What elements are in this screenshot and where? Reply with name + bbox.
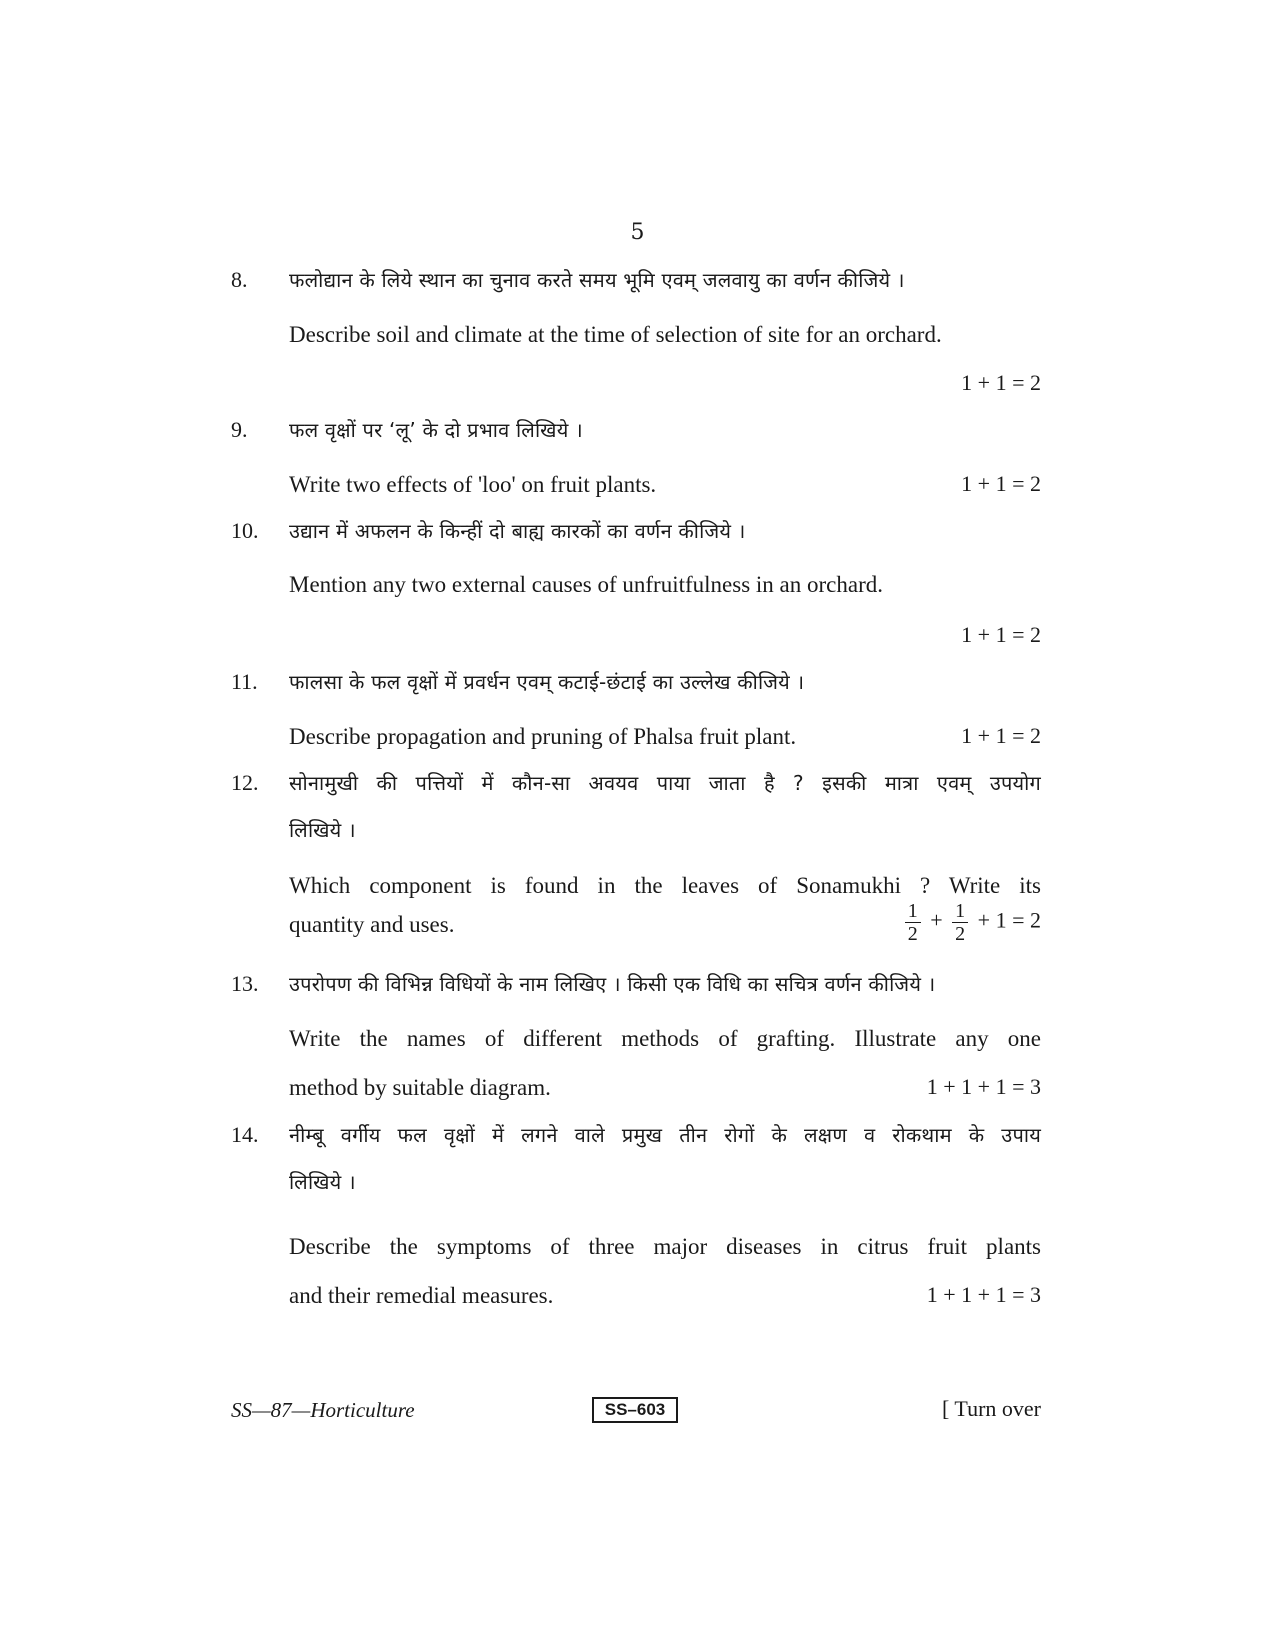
question-text-english: Write two effects of 'loo' on fruit plants. <box>289 472 657 497</box>
fraction-denominator: 2 <box>907 923 918 945</box>
marks: 1 + 1 = 2 <box>961 622 1041 647</box>
question-text-english: Mention any two external causes of unfruitfulness in an orchard. <box>289 572 883 597</box>
fraction-numerator: 1 <box>905 900 921 923</box>
question-number: 14. <box>231 1122 259 1147</box>
question-number: 12. <box>231 770 259 795</box>
question-text-hindi-line-1: सोनामुखी की पत्तियों में कौन-सा अवयव पाया जाता है ? इसकी मात्रा एवम् उपयोग <box>289 771 1041 795</box>
question-text-english: Describe soil and climate at the time of selection of site for an orchard. <box>289 322 942 347</box>
marks-tail: + 1 = 2 <box>977 907 1041 933</box>
question-text-hindi-line-1: नीम्बू वर्गीय फल वृक्षों में लगने वाले प्रमुख तीन रोगों के लक्षण व रोकथाम के उपाय <box>289 1123 1041 1147</box>
question-number: 9. <box>231 417 248 442</box>
marks: 1 + 1 + 1 = 3 <box>926 1282 1041 1307</box>
fraction-half-1 <box>905 900 921 945</box>
footer-paper-title: SS—87—Horticulture <box>231 1398 415 1422</box>
question-number: 8. <box>231 267 248 292</box>
question-text-english-line-2: quantity and uses. <box>289 912 455 937</box>
question-number: 10. <box>231 518 259 543</box>
fraction-half-2 <box>952 900 968 945</box>
question-text-english-line-2: method by suitable diagram. <box>289 1075 551 1100</box>
question-text-hindi: उद्यान में अफलन के किन्हीं दो बाह्य कारकों का वर्णन कीजिये । <box>289 519 746 543</box>
question-text-english-line-1: Describe the symptoms of three major diseases in citrus fruit plants <box>289 1234 1041 1259</box>
marks-fractional <box>901 900 1041 945</box>
plus-sign: + <box>930 907 943 933</box>
marks: 1 + 1 = 2 <box>961 723 1041 748</box>
fraction-numerator: 1 <box>952 900 968 923</box>
marks: 1 + 1 + 1 = 3 <box>926 1074 1041 1099</box>
footer-paper-code: SS–603 <box>592 1397 678 1423</box>
fraction-denominator: 2 <box>955 923 966 945</box>
question-number: 13. <box>231 971 259 996</box>
footer-turn-over: [ Turn over <box>941 1396 1041 1421</box>
question-text-english-line-1: Write the names of different methods of grafting. Illustrate any one <box>289 1026 1041 1051</box>
marks: 1 + 1 = 2 <box>961 471 1041 496</box>
question-text-hindi-line-2: लिखिये । <box>289 818 356 842</box>
question-text-hindi-line-2: लिखिये । <box>289 1170 356 1194</box>
question-text-hindi: फलोद्यान के लिये स्थान का चुनाव करते समय भूमि एवम् जलवायु का वर्णन कीजिये । <box>289 268 905 292</box>
question-number: 11. <box>231 669 258 694</box>
marks: 1 + 1 = 2 <box>961 370 1041 395</box>
page-number: 5 <box>630 220 645 245</box>
question-text-hindi: फालसा के फल वृक्षों में प्रवर्धन एवम् कटाई-छंटाई का उल्लेख कीजिये । <box>289 670 805 694</box>
question-text-hindi: उपरोपण की विभिन्न विधियों के नाम लिखिए । किसी एक विधि का सचित्र वर्णन कीजिये । <box>289 972 936 996</box>
question-text-english: Describe propagation and pruning of Phalsa fruit plant. <box>289 724 797 749</box>
question-text-hindi: फल वृक्षों पर ‘लू’ के दो प्रभाव लिखिये । <box>289 418 583 442</box>
question-text-english-line-1: Which component is found in the leaves of Sonamukhi ? Write its <box>289 873 1041 898</box>
question-text-english-line-2: and their remedial measures. <box>289 1283 554 1308</box>
